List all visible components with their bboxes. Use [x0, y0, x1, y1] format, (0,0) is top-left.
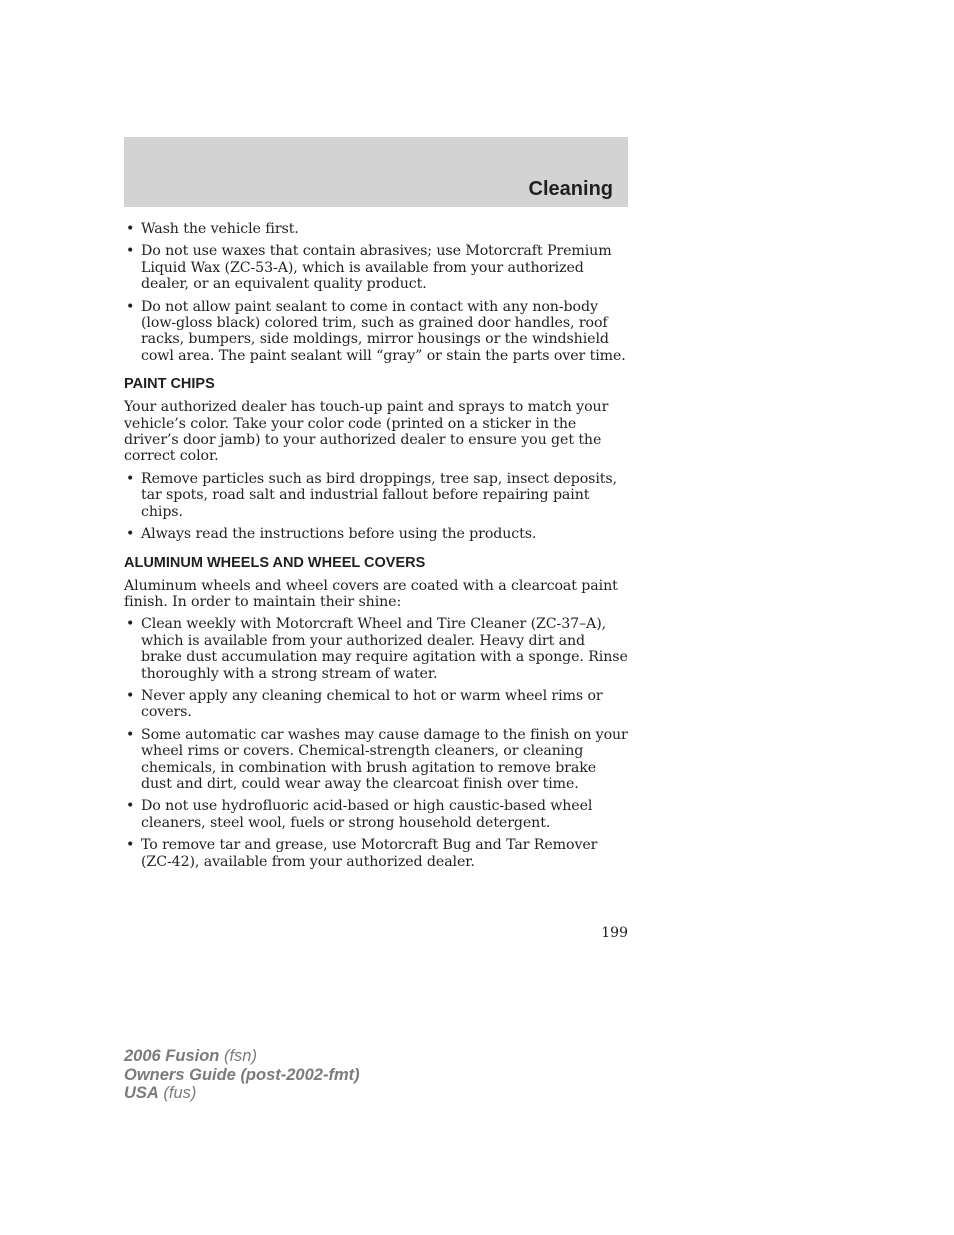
- section-header-band: [124, 137, 628, 207]
- bullet-icon: •: [126, 837, 135, 854]
- footer-line-market: USA (fus): [124, 1084, 197, 1102]
- bullet-icon: •: [126, 243, 135, 260]
- document-footer: [124, 1047, 360, 1103]
- list-item: • Clean weekly with Motorcraft Wheel and Tire Cleaner (ZC-37–A), which is available from your authorized dealer. Heavy dirt and brake dust accumulation may require agitation with a sponge. Rinse thoroughly with a strong stream of water.: [126, 616, 628, 682]
- list-item: • Never apply any cleaning chemical to hot or warm wheel rims or covers.: [126, 687, 603, 721]
- list-item: • Wash the vehicle first.: [126, 221, 299, 237]
- section-title: Cleaning: [528, 178, 613, 200]
- bullet-icon: •: [126, 726, 135, 743]
- bullet-icon: •: [126, 616, 135, 633]
- bullet-icon: •: [126, 798, 135, 815]
- list-item: • Remove particles such as bird droppings, tree sap, insect deposits, tar spots, road salt and industrial fallout before repairing paint chips.: [126, 470, 617, 520]
- page-content: [124, 221, 628, 876]
- paint-chips-heading: PAINT CHIPS: [124, 376, 215, 393]
- footer-line-guide: Owners Guide (post-2002-fmt): [124, 1065, 360, 1084]
- page-number: 199: [601, 925, 628, 941]
- bullet-icon: •: [126, 221, 135, 237]
- list-item: • Do not use hydrofluoric acid-based or high caustic-based wheel cleaners, steel wool, fuels or strong household detergent.: [126, 798, 593, 831]
- bullet-icon: •: [126, 470, 135, 487]
- intro-bullet-list: [124, 221, 628, 364]
- footer-line-model: 2006 Fusion (fsn): [124, 1047, 257, 1065]
- bullet-icon: •: [126, 526, 135, 543]
- aluminum-wheels-heading: ALUMINUM WHEELS AND WHEEL COVERS: [124, 554, 426, 571]
- list-item: • Do not use waxes that contain abrasives; use Motorcraft Premium Liquid Wax (ZC-53-A), which is available from your authorized dealer, or an equivalent quality product.: [126, 243, 612, 293]
- list-item: • Do not allow paint sealant to come in contact with any non-body (low-gloss black) colored trim, such as grained door handles, roof racks, bumpers, side moldings, mirror housings or the windshield cowl area. The paint sealant will “gray” or stain the parts over time.: [126, 298, 626, 364]
- aluminum-wheels-bullet-list: [124, 616, 628, 870]
- bullet-icon: •: [126, 298, 135, 315]
- list-item: • To remove tar and grease, use Motorcraft Bug and Tar Remover (ZC-42), available from your authorized dealer.: [126, 837, 598, 870]
- paint-chips-paragraph: Your authorized dealer has touch-up paint and sprays to match your vehicle’s color. Take your color code (printed on a sticker in the driver’s door jamb) to your authorized dealer to ensure you get the correct color.: [124, 399, 609, 465]
- list-item: • Some automatic car washes may cause damage to the finish on your wheel rims or covers. Chemical-strength cleaners, or cleaning chemicals, in combination with brush agitation to remove brake dust and dirt, could wear away the clearcoat finish over time.: [126, 726, 628, 792]
- paint-chips-bullet-list: [124, 471, 628, 543]
- list-item: • Always read the instructions before using the products.: [126, 526, 537, 543]
- aluminum-wheels-paragraph: Aluminum wheels and wheel covers are coated with a clearcoat paint finish. In order to maintain their shine:: [124, 577, 618, 610]
- bullet-icon: •: [126, 687, 135, 704]
